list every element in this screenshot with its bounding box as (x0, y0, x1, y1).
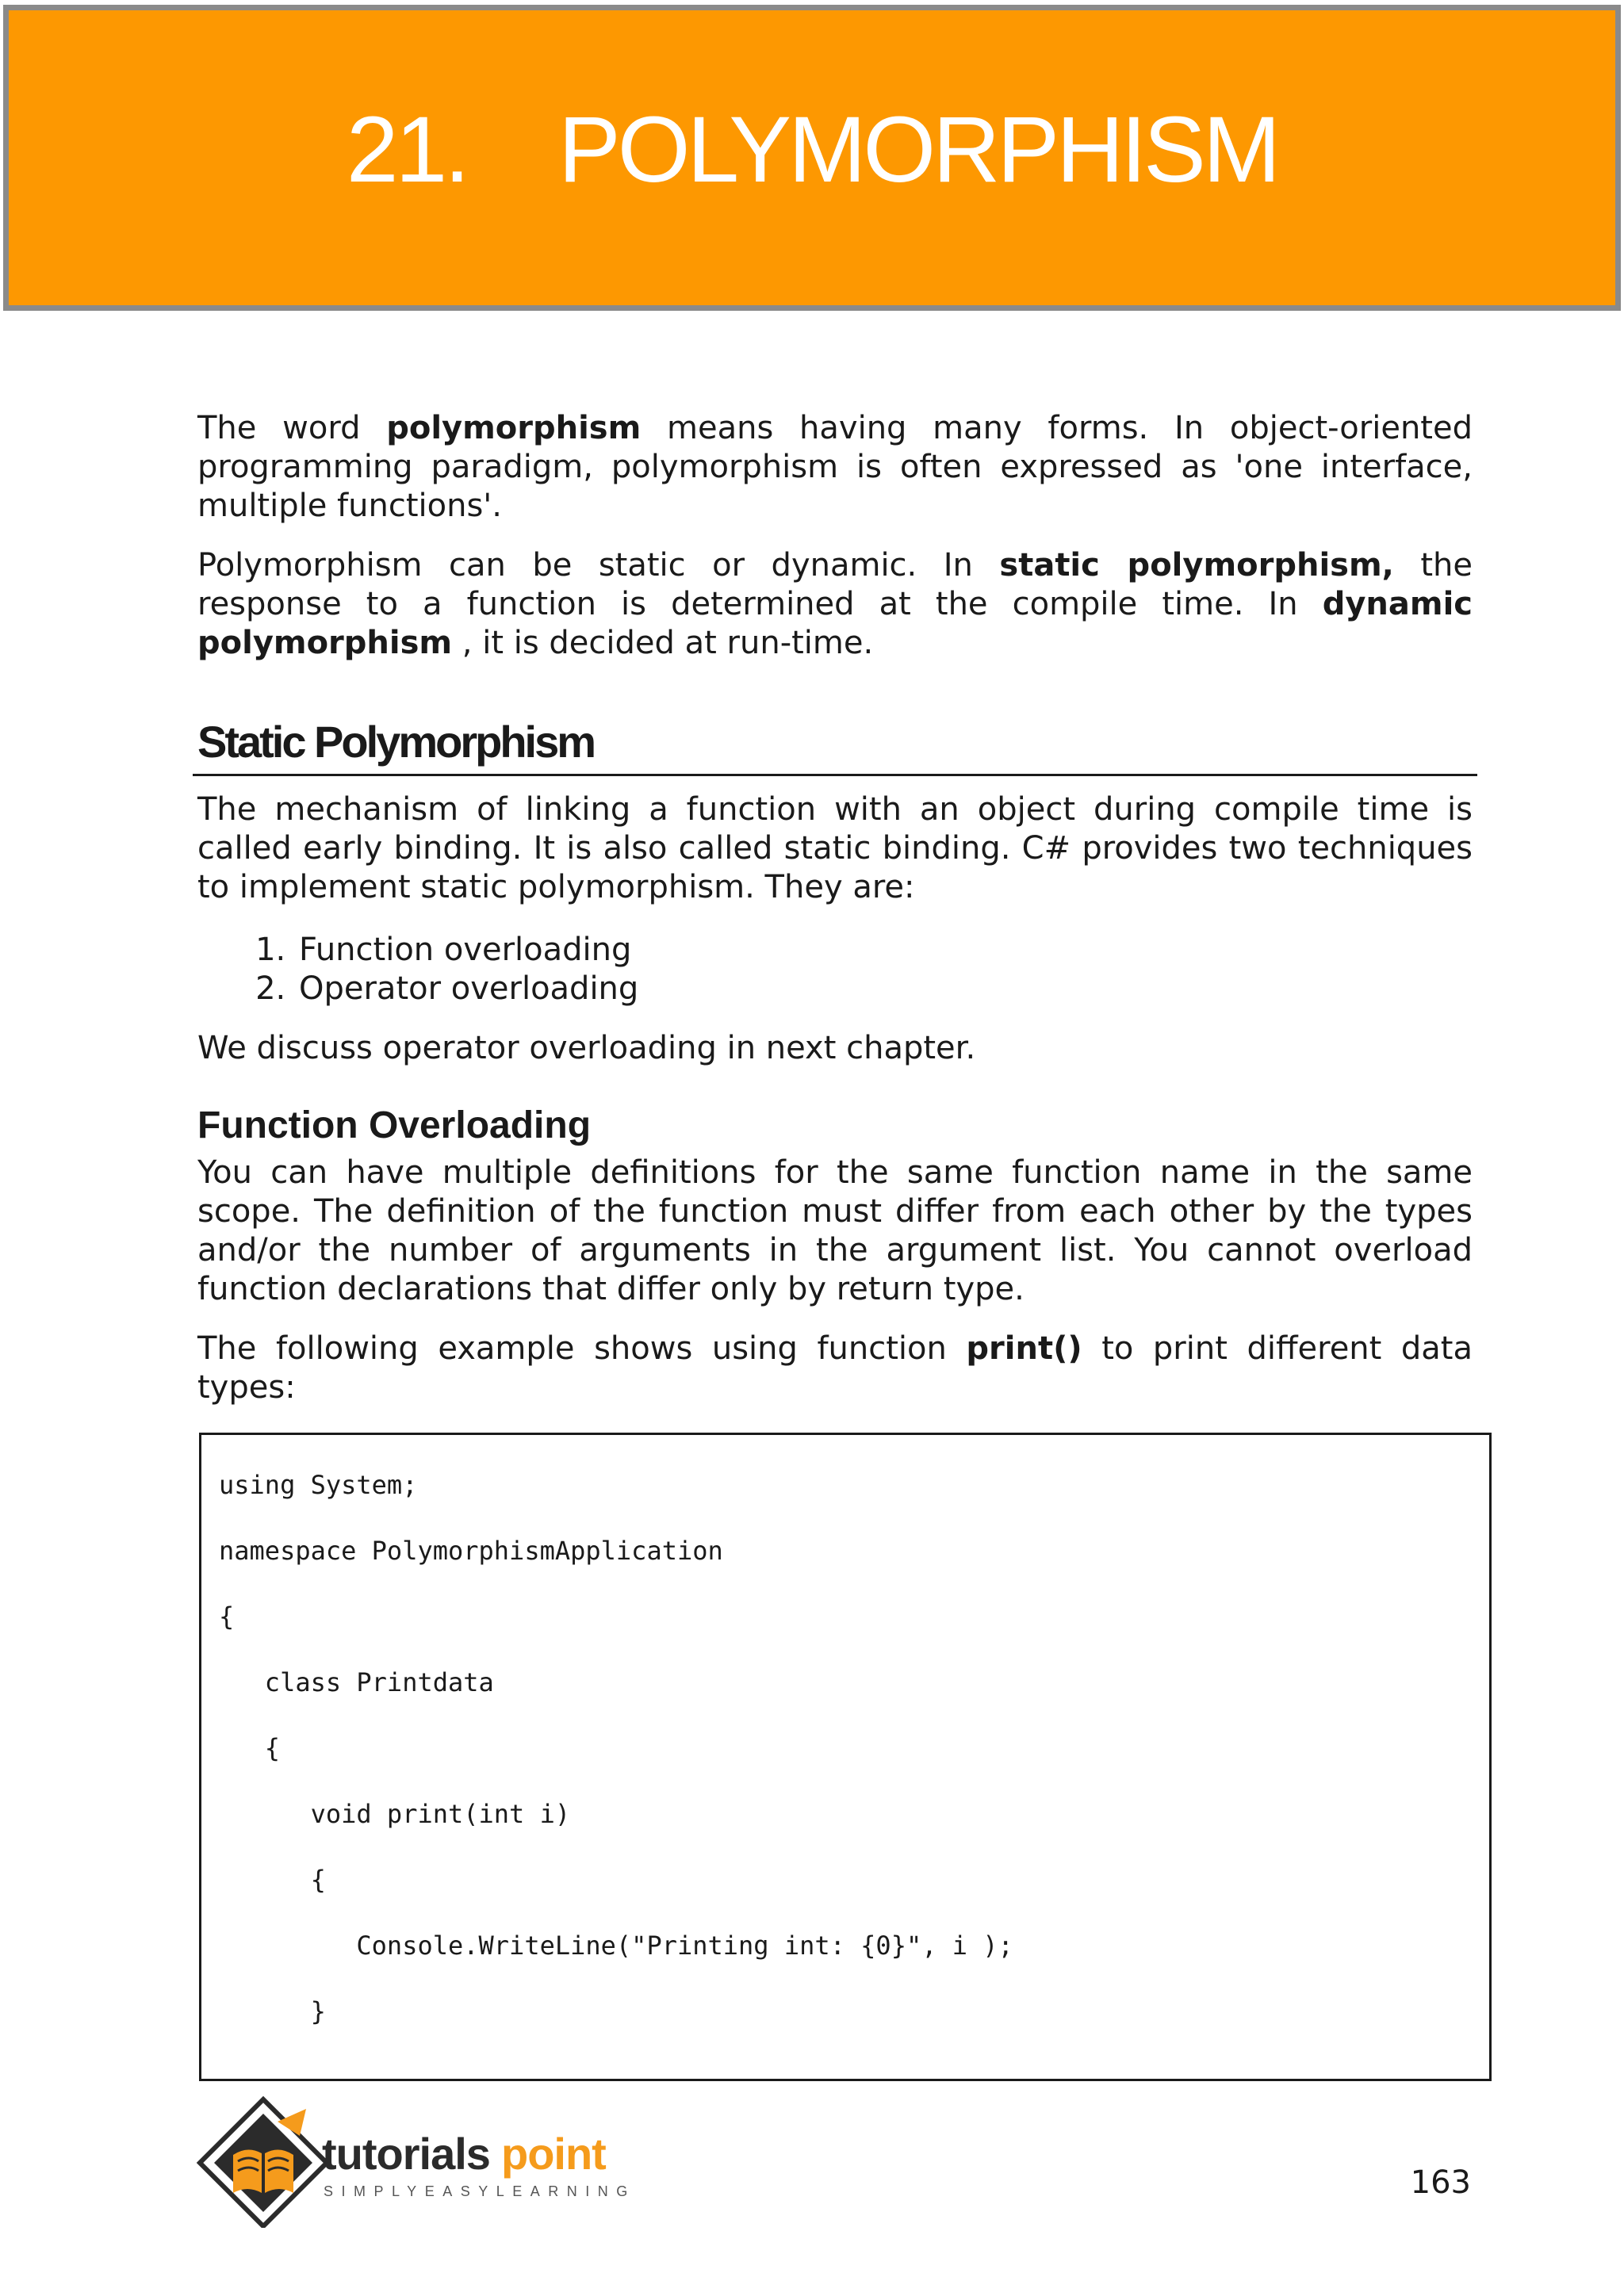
techniques-list (197, 931, 1473, 1008)
code-line: { (219, 1601, 235, 1632)
code-line: using System; (219, 1470, 418, 1500)
code-block (199, 1433, 1492, 2081)
code-line: void print(int i) (219, 1799, 571, 1829)
code-line: class Printdata (219, 1667, 494, 1697)
function-overloading-paragraph-1: You can have multiple definitions for the same function name in the same scope. The definition of the function must differ from each other by the types and/or the number of arguments in the argument list. You cannot overload function declarations that differ only by return type. (197, 1154, 1473, 1307)
list-item: 2. Operator overloading (296, 970, 1473, 1008)
chapter-title: 21. POLYMORPHISM (346, 98, 1278, 202)
logo-word-tutorials: tutorials (322, 2129, 490, 2179)
code-line: { (219, 1733, 281, 1763)
intro-paragraph-2: Polymorphism can be static or dynamic. In static polymorphism, the response to a function is determined at the compile time. In dynamic polymorphism , it is decided at run-time. (197, 547, 1473, 661)
intro-paragraph-1: The word polymorphism means having many forms. In object-oriented programming paradigm, polymorphism is often expressed as 'one interface, multiple functions'. (197, 410, 1473, 524)
term-print: print() (966, 1330, 1082, 1367)
logo-tagline: SIMPLYEASYLEARNING (324, 2183, 636, 2199)
static-paragraph-1: The mechanism of linking a function with an object during compile time is called early binding. It is also called static binding. C# provides two techniques to implement static polymorphism. They are: (197, 791, 1473, 905)
code-line: namespace PolymorphismApplication (219, 1536, 723, 1566)
code-line: Console.WriteLine("Printing int: {0}", i ); (219, 1931, 1013, 1961)
section-heading-static-polymorphism: Static Polymorphism (193, 715, 1477, 776)
tutorialspoint-logo (195, 2093, 639, 2228)
term-polymorphism: polymorphism (386, 410, 642, 446)
logo-word-point: point (501, 2129, 606, 2179)
code-line: { (219, 1865, 326, 1895)
list-item: 1. Function overloading (296, 931, 1473, 970)
code-line: } (219, 1996, 326, 2026)
function-overloading-paragraph-2: The following example shows using function print() to print different data types: (197, 1330, 1473, 1406)
page-content (197, 409, 1473, 1407)
term-dynamic-polymorphism: dynamic polymorphism (197, 586, 1473, 661)
static-paragraph-2: We discuss operator overloading in next chapter. (197, 1030, 976, 1066)
subheading-function-overloading: Function Overloading (197, 1104, 592, 1146)
chapter-banner (3, 5, 1621, 311)
term-static-polymorphism: static polymorphism, (999, 547, 1394, 584)
page-number: 163 (1410, 2164, 1471, 2201)
